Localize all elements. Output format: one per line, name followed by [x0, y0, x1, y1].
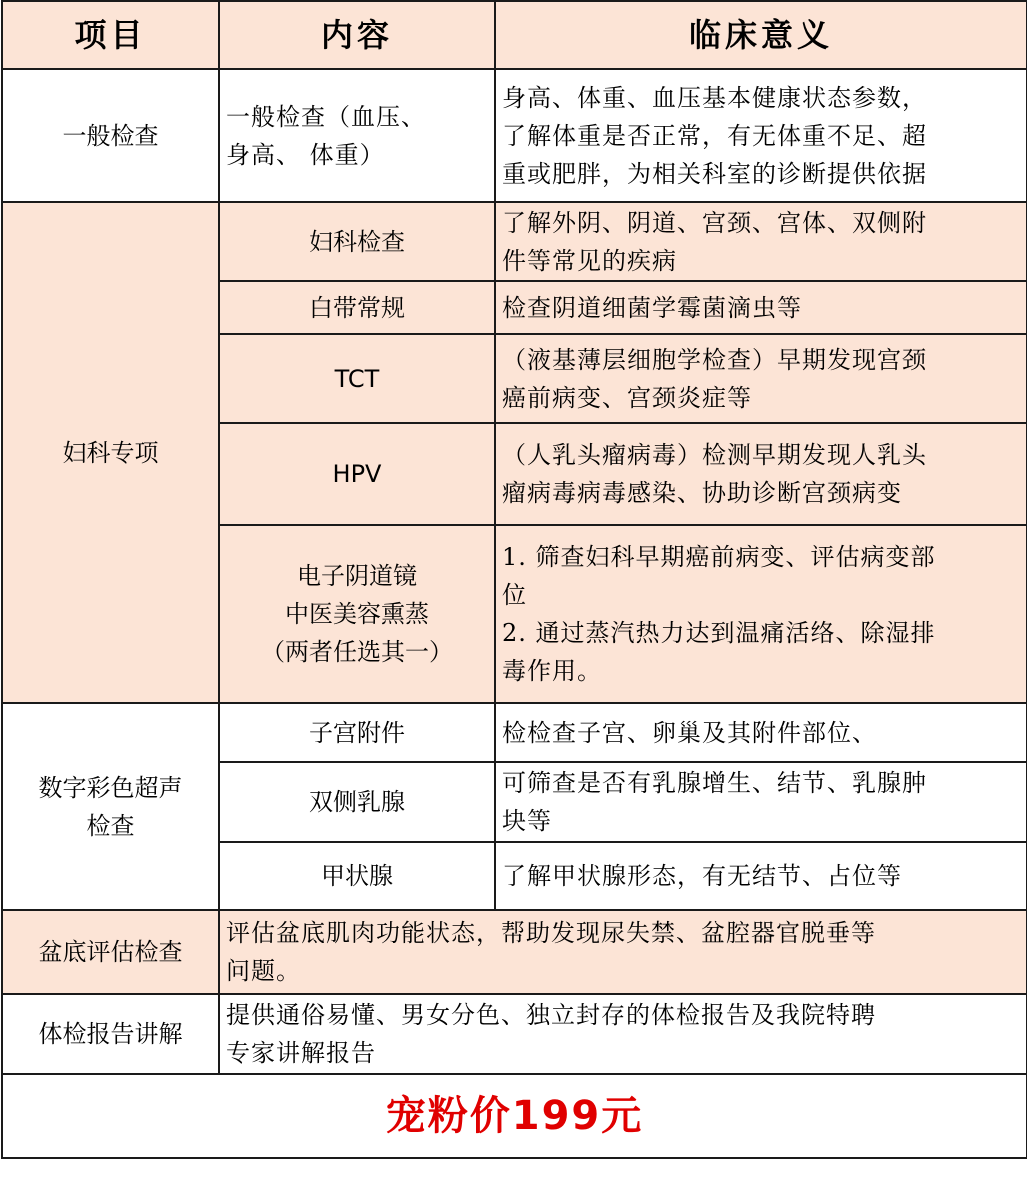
- meaning-colposcopy: [495, 525, 1027, 703]
- meaning-line: 了解外阴、阴道、宫颈、宫体、双侧附: [502, 208, 927, 237]
- content-hpv: HPV: [219, 423, 495, 525]
- item-report-explanation: 体检报告讲解: [2, 994, 219, 1074]
- meaning-breast: [495, 762, 1027, 842]
- content-line: 身高、 体重）: [226, 140, 385, 169]
- meaning-line: 2. 通过蒸汽热力达到温痛活络、除湿排: [502, 619, 936, 647]
- content-line: 一般检查（血压、: [226, 102, 426, 131]
- meaning-line: 件等常见的疾病: [502, 246, 677, 275]
- meaning-line: 1. 筛查妇科早期癌前病变、评估病变部: [502, 543, 936, 571]
- content-line: 电子阴道镜: [297, 562, 417, 590]
- meaning-line: 毒作用。: [502, 657, 602, 685]
- checkup-package-table: [1, 0, 1027, 1159]
- meaning-hpv: [495, 423, 1027, 525]
- item-gynecology-special: 妇科专项: [2, 202, 219, 703]
- meaning-line: 提供通俗易懂、男女分色、独立封存的体检报告及我院特聘: [226, 1001, 876, 1029]
- meaning-line: 癌前病变、宫颈炎症等: [502, 383, 752, 412]
- meaning-line: 评估盆底肌肉功能状态，帮助发现尿失禁、盆腔器官脱垂等: [226, 919, 876, 947]
- table-header-row: [2, 1, 1027, 69]
- item-color-ultrasound: [2, 703, 219, 910]
- item-line: 数字彩色超声: [38, 773, 183, 802]
- content-tct: TCT: [219, 334, 495, 423]
- row-report-explanation: [2, 994, 1027, 1074]
- price-label: 宠粉价199元: [2, 1074, 1027, 1158]
- meaning-line: （人乳头瘤病毒）检测早期发现人乳头: [502, 441, 927, 469]
- content-line: 中医美容熏蒸: [285, 600, 429, 628]
- meaning-line: 了解体重是否正常，有无体重不足、超: [502, 121, 927, 150]
- header-clinical-meaning: 临床意义: [495, 1, 1027, 69]
- meaning-line: 身高、体重、血压基本健康状态参数，: [502, 83, 927, 112]
- header-item: 项目: [2, 1, 219, 69]
- row-gyn-exam: [2, 202, 1027, 281]
- meaning-line: 问题。: [226, 957, 301, 985]
- meaning-line: 瘤病毒病毒感染、协助诊断宫颈病变: [502, 479, 902, 507]
- meaning-line: 块等: [502, 807, 552, 835]
- item-pelvic-floor: 盆底评估检查: [2, 910, 219, 994]
- row-pelvic-floor: [2, 910, 1027, 994]
- row-price: [2, 1074, 1027, 1158]
- content-breast: 双侧乳腺: [219, 762, 495, 842]
- meaning-general-exam: [495, 69, 1027, 202]
- item-line: 检查: [86, 811, 135, 840]
- meaning-line: （液基薄层细胞学检查）早期发现宫颈: [502, 345, 927, 374]
- meaning-uterus-adnexa: 检检查子宫、卵巢及其附件部位、: [495, 703, 1027, 762]
- meaning-gyn-exam: [495, 202, 1027, 281]
- meaning-pelvic-floor: [219, 910, 1027, 994]
- content-line: （两者任选其一）: [261, 638, 453, 666]
- meaning-thyroid: 了解甲状腺形态，有无结节、占位等: [495, 842, 1027, 910]
- meaning-line: 位: [502, 581, 527, 609]
- meaning-report-explanation: [219, 994, 1027, 1074]
- content-general-exam: [219, 69, 495, 202]
- meaning-leukorrhea: 检查阴道细菌学霉菌滴虫等: [495, 281, 1027, 334]
- meaning-line: 可筛查是否有乳腺增生、结节、乳腺肿: [502, 769, 927, 797]
- meaning-tct: [495, 334, 1027, 423]
- row-general-exam: [2, 69, 1027, 202]
- row-uterus-adnexa: [2, 703, 1027, 762]
- meaning-line: 重或肥胖，为相关科室的诊断提供依据: [502, 159, 927, 188]
- content-uterus-adnexa: 子宫附件: [219, 703, 495, 762]
- content-colposcopy: [219, 525, 495, 703]
- content-leukorrhea: 白带常规: [219, 281, 495, 334]
- item-general-exam: 一般检查: [2, 69, 219, 202]
- content-gyn-exam: 妇科检查: [219, 202, 495, 281]
- content-thyroid: 甲状腺: [219, 842, 495, 910]
- meaning-line: 专家讲解报告: [226, 1039, 376, 1067]
- header-content: 内容: [219, 1, 495, 69]
